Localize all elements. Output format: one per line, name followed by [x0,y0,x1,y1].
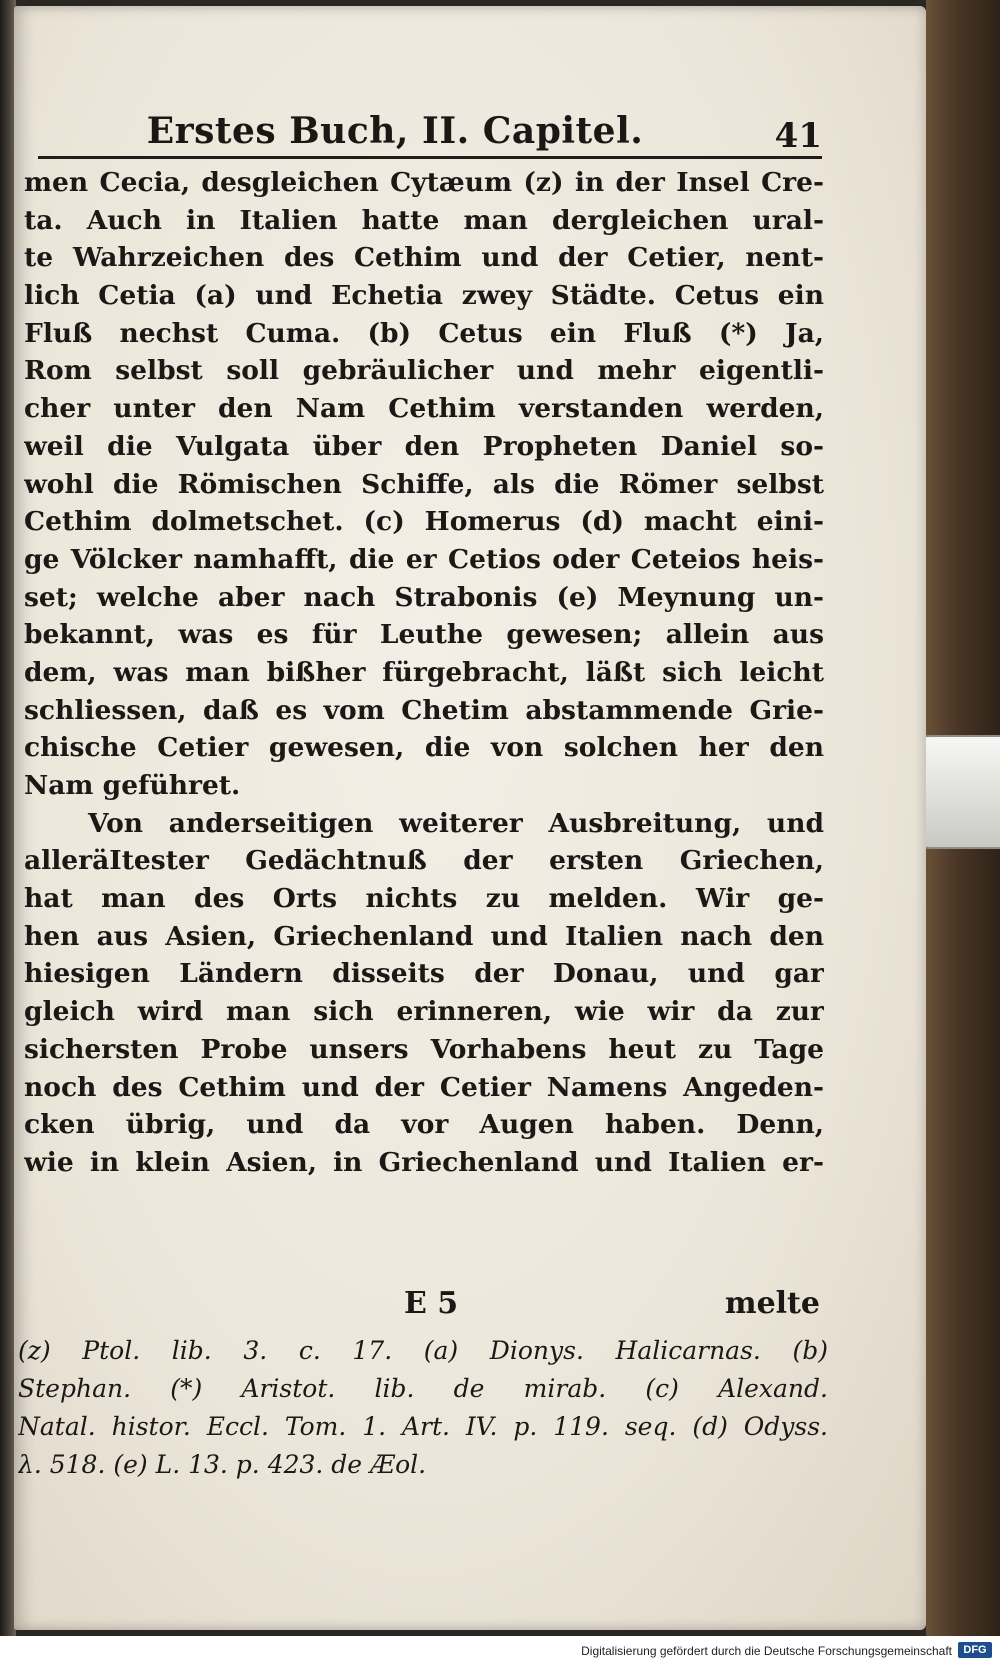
signature-mark: E 5 [404,1286,459,1321]
text-line: Cethim dolmetschet. (c) Homerus (d) macht eini- [24,506,824,538]
text-line: bekannt, was es für Leuthe gewesen; allein aus [24,619,824,651]
text-line: hiesigen Ländern disseits der Donau, und gar [24,958,824,990]
page-header [38,104,822,156]
text-line: lich Cetia (a) und Echetia zwey Städte. Cetus ein [24,280,824,312]
footnote-line: Natal. histor. Eccl. Tom. 1. Art. IV. p. 119. seq. (d) Odyss. [18,1412,828,1441]
text-line: set; welche aber nach Strabonis (e) Meynung un- [24,581,824,613]
header-rule [38,156,822,159]
page-number: 41 [774,116,822,156]
footnotes [18,1332,828,1492]
text-line: Rom selbst soll gebräulicher und mehr eigentli- [24,355,824,387]
text-line: noch des Cethim und der Cetier Namens Angeden- [24,1071,824,1103]
text-line: Von anderseitigen weiterer Ausbreitung, und [88,807,824,839]
text-line: alleräItester Gedächtnuß der ersten Griechen, [24,845,824,877]
text-line: chische Cetier gewesen, die von solchen her den [24,732,824,764]
dfg-logo: DFG [958,1642,992,1658]
digitization-credit: Digitalisierung gefördert durch die Deutsche Forschungsgemeinschaft [581,1644,952,1658]
text-line: wie in klein Asien, in Griechenland und Italien er- [24,1146,824,1178]
text-line: schliessen, daß es vom Chetim abstammende Grie- [24,694,824,726]
text-line: cken übrig, und da vor Augen haben. Denn, [24,1109,824,1141]
text-line: hen aus Asien, Griechenland und Italien nach den [24,920,824,952]
running-head: Erstes Buch, II. Capitel. [146,110,644,152]
text-line: ta. Auch in Italien hatte man dergleichen ural- [24,204,824,236]
text-line: hat man des Orts nichts zu melden. Wir ge- [24,883,824,915]
signature-catchword-line [24,1286,824,1326]
text-line: wohl die Römischen Schiffe, als die Römer selbst [24,468,824,500]
footnote-line: λ. 518. (e) L. 13. p. 423. de Æol. [18,1450,427,1479]
main-text [24,164,824,1314]
footnote-line: (z) Ptol. lib. 3. c. 17. (a) Dionys. Halicarnas. (b) [18,1336,828,1365]
text-line: te Wahrzeichen des Cethim und der Cetier, nent- [24,242,824,274]
text-line: sichersten Probe unsers Vorhabens heut zu Tage [24,1033,824,1065]
text-line: ge Völcker namhafft, die er Cetios oder Ceteios heis- [24,543,824,575]
text-line: men Cecia, desgleichen Cytæum (z) in der Insel Cre- [24,167,824,198]
text-line: gleich wird man sich erinneren, wie wir da zur [24,996,824,1028]
catchword: melte [724,1286,820,1321]
text-line: Nam geführet. [24,770,241,801]
text-line: cher unter den Nam Cethim verstanden werden, [24,393,824,425]
footnote-line: Stephan. (*) Aristot. lib. de mirab. (c) Alexand. [18,1374,828,1403]
text-line: weil die Vulgata über den Propheten Daniel so- [24,430,824,462]
text-line: dem, was man bißher fürgebracht, läßt sich leicht [24,656,824,688]
text-line: Fluß nechst Cuma. (b) Cetus ein Fluß (*) Ja, [24,317,824,349]
